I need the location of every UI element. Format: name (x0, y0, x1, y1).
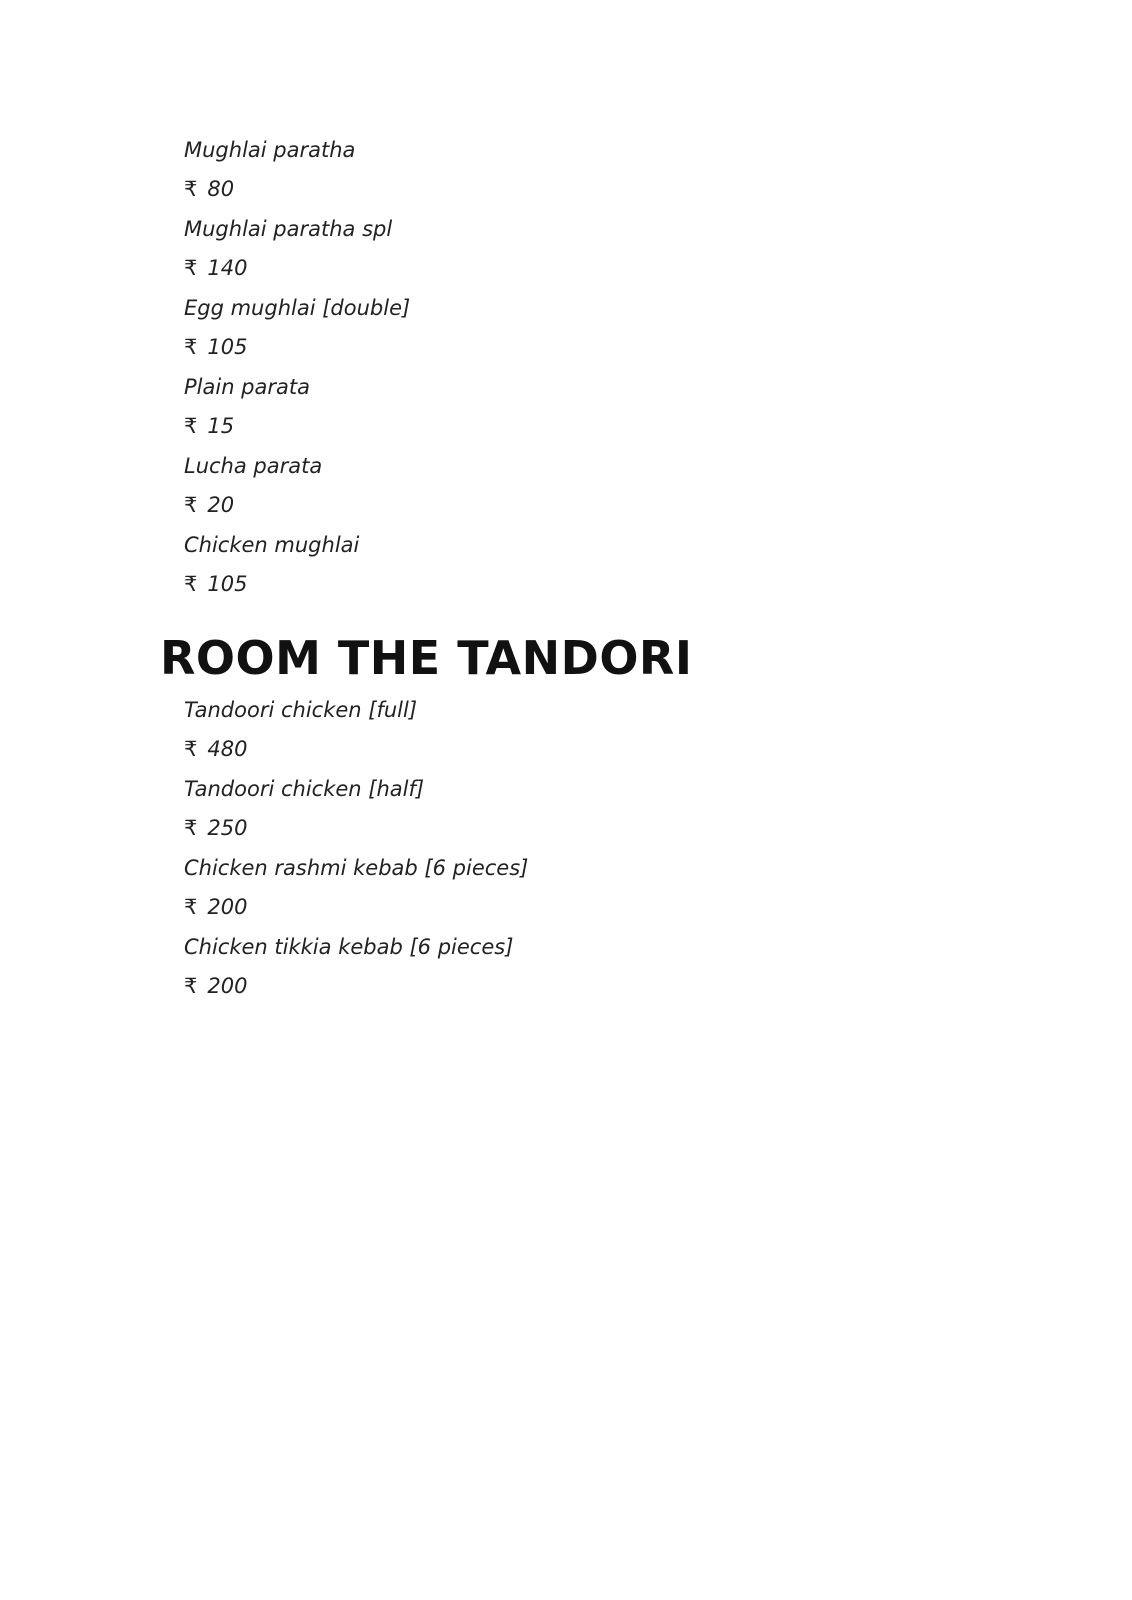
price-value: 480 (207, 737, 248, 761)
section-title: ROOM THE TANDORI (160, 631, 693, 685)
menu-item-price (184, 490, 234, 520)
menu-item (184, 132, 1132, 211)
menu-item-name: Lucha parata (184, 454, 323, 478)
menu-item-name: Plain parata (184, 375, 310, 399)
menu-item-price (184, 892, 247, 922)
rupee-icon: ₹ (184, 414, 198, 438)
menu-item-name: Chicken mughlai (184, 533, 360, 557)
rupee-icon: ₹ (184, 335, 198, 359)
menu-item (184, 527, 1132, 606)
price-value: 105 (207, 335, 248, 359)
menu-item-name: Egg mughlai [double] (184, 296, 411, 320)
menu-item-name: Tandoori chicken [half] (184, 777, 425, 801)
price-value: 15 (207, 414, 235, 438)
price-value: 105 (207, 572, 248, 596)
price-value: 140 (207, 256, 248, 280)
menu-item-name: Mughlai paratha (184, 138, 356, 162)
rupee-icon: ₹ (184, 974, 198, 998)
menu-item-price (184, 734, 247, 764)
rupee-icon: ₹ (184, 895, 198, 919)
price-value: 250 (207, 816, 248, 840)
menu-item-price (184, 332, 247, 362)
rupee-icon: ₹ (184, 816, 198, 840)
menu-item-name: Mughlai paratha spl (184, 217, 393, 241)
price-value: 20 (207, 493, 235, 517)
menu-item-price (184, 174, 234, 204)
menu-item-price (184, 569, 247, 599)
menu-item (184, 850, 1132, 929)
rupee-icon: ₹ (184, 493, 198, 517)
menu-item-price (184, 411, 234, 441)
rupee-icon: ₹ (184, 572, 198, 596)
price-value: 80 (207, 177, 235, 201)
menu-item-price (184, 253, 247, 283)
menu-item (184, 771, 1132, 850)
rupee-icon: ₹ (184, 737, 198, 761)
price-value: 200 (207, 974, 248, 998)
menu-item (184, 290, 1132, 369)
price-value: 200 (207, 895, 248, 919)
menu-item (184, 929, 1132, 1008)
menu-item (184, 369, 1132, 448)
rupee-icon: ₹ (184, 177, 198, 201)
menu-item-name: Chicken tikkia kebab [6 pieces] (184, 935, 514, 959)
menu-item-price (184, 813, 247, 843)
menu-item (184, 211, 1132, 290)
menu-item (184, 692, 1132, 771)
menu-item-price (184, 971, 247, 1001)
menu-item (184, 448, 1132, 527)
menu-item-name: Tandoori chicken [full] (184, 698, 418, 722)
menu-section-tandoori (0, 630, 1132, 1008)
rupee-icon: ₹ (184, 256, 198, 280)
menu-item-name: Chicken rashmi kebab [6 pieces] (184, 856, 529, 880)
menu-section-paratha (0, 132, 1132, 606)
